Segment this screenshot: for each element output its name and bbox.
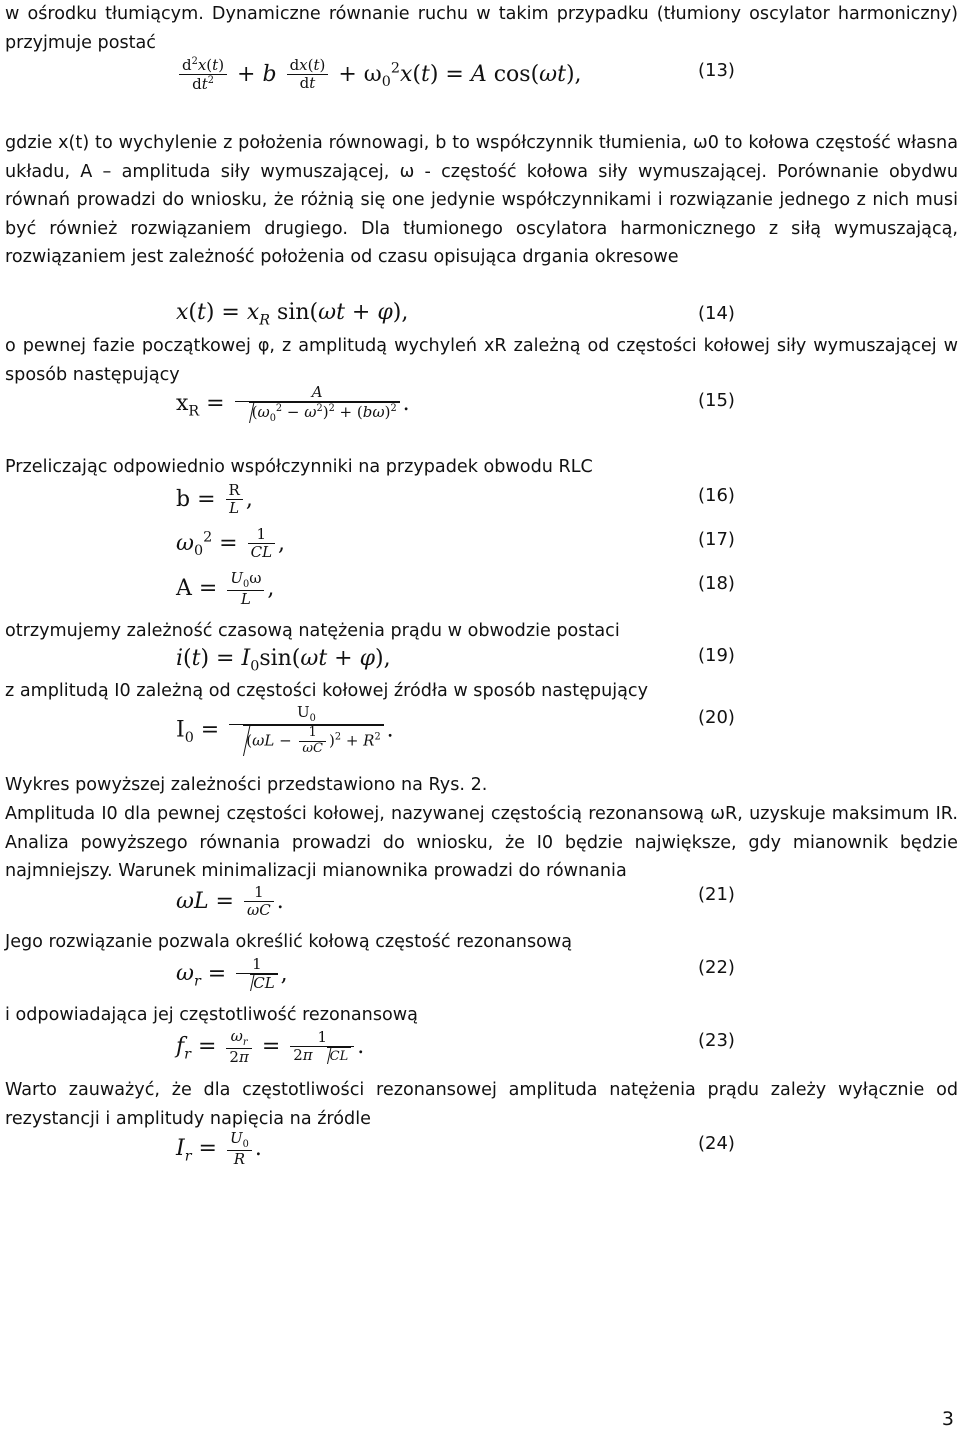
paragraph-rlc: Przeliczając odpowiednio współczynniki na przypadek obwodu RLC xyxy=(5,457,593,477)
equation-number-13: (13) xyxy=(698,60,735,81)
equation-number-17: (17) xyxy=(698,529,735,550)
equation-23: $f_r$ = $\frac{\omega_r}{2\pi}$ = 1 2π CL . xyxy=(176,1027,365,1067)
equation-number-22: (22) xyxy=(698,957,735,978)
equation-24: $I_r$ = $\frac{U_0}{R}$ . xyxy=(176,1129,262,1169)
paragraph-figure-ref: Wykres powyższej zależności przedstawiono na Rys. 2. xyxy=(5,775,488,795)
equation-21: ωL = $\frac{1}{\omega C}$ . xyxy=(176,883,284,920)
equation-number-19: (19) xyxy=(698,645,735,666)
equation-number-21: (21) xyxy=(698,884,735,905)
equation-number-24: (24) xyxy=(698,1133,735,1154)
equation-20: $I_0$ = $U_0$ (ωL − $\frac{1}{\omega C}$ )$^2 + R^2$ . xyxy=(176,703,394,757)
equation-number-15: (15) xyxy=(698,390,735,411)
paragraph-current: otrzymujemy zależność czasową natężenia prądu w obwodzie postaci xyxy=(5,621,620,641)
equation-16: b = $\frac{R}{L}$ , xyxy=(176,481,253,518)
page-number: 3 xyxy=(941,1408,954,1430)
equation-number-14: (14) xyxy=(698,303,735,324)
paragraph-solution: Jego rozwiązanie pozwala określić kołową częstość rezonansową xyxy=(5,932,573,952)
paragraph-amplitude: z amplitudą I0 zależną od częstości kołowej źródła w sposób następujący xyxy=(5,681,648,701)
equation-number-18: (18) xyxy=(698,573,735,594)
equation-19: $i(t) = I_0\sin(\omega t + \varphi)$, xyxy=(176,646,391,675)
paragraph-frequency: i odpowiadająca jej częstotliwość rezonansową xyxy=(5,1005,418,1025)
equation-14: $x(t) = x_R$ sin(ωt + φ), xyxy=(176,300,409,329)
equation-15: $x_R$ = $\frac{A}{(\omega_0^2 - \omega^2)^2 + (b\omega)^2}$ . xyxy=(176,383,410,425)
equation-17: $\omega_0^2$ = $\frac{1}{CL}$ , xyxy=(176,525,286,562)
equation-18: A = $\frac{U_0\omega}{L}$ , xyxy=(176,569,275,609)
equation-number-16: (16) xyxy=(698,485,735,506)
equation-22: $\omega_r$ = $\frac{1}{CL}$ , xyxy=(176,955,288,993)
equation-number-23: (23) xyxy=(698,1030,735,1051)
paragraph-definitions: gdzie x(t) to wychylenie z położenia równowagi, b to współczynnik tłumienia, ω0 to kołowa częstość własna układu, A – amplituda siły wymuszającej, ω - częstość kołowa siły wymuszającej. Porównanie obydwu równań prowadzi do wniosku, że różnią się one jedynie współczynnikami i rozwiązanie jednego z nich musi być również rozwiązaniem drugiego. Dla tłumionego oscylatora harmonicznego z siłą wymuszającą, rozwiązaniem jest zależność położenia od czasu opisująca drgania okresowe xyxy=(5,133,958,267)
paragraph-resonance: Amplituda I0 dla pewnej częstości kołowej, nazywanej częstością rezonansową ωR, uzyskuje maksimum IR. Analiza powyższego równania prowadzi do wniosku, że I0 będzie największe, gdy mianownik będzie najmniejszy. Warunek minimalizacji mianownika prowadzi do równania xyxy=(5,804,958,881)
paragraph-phase: o pewnej fazie początkowej φ, z amplitudą wychyleń xR zależną od częstości kołowej siły wymuszającej w sposób następujący xyxy=(5,336,958,385)
paragraph-conclusion: Warto zauważyć, że dla częstotliwości rezonansowej amplituda natężenia prądu zależy wyłącznie od rezystancji i amplitudy napięcia na źródle xyxy=(5,1080,958,1129)
equation-number-20: (20) xyxy=(698,707,735,728)
equation-13: $\frac{d^2x(t)}{dt^2}$ + b $\frac{dx(t)}{dt}$ + $\omega_0^2x(t) = A$ cos(ωt), xyxy=(176,56,582,94)
paragraph-intro: w ośrodku tłumiącym. Dynamiczne równanie ruchu w takim przypadku (tłumiony oscylator harmoniczny) przyjmuje postać xyxy=(5,4,958,53)
